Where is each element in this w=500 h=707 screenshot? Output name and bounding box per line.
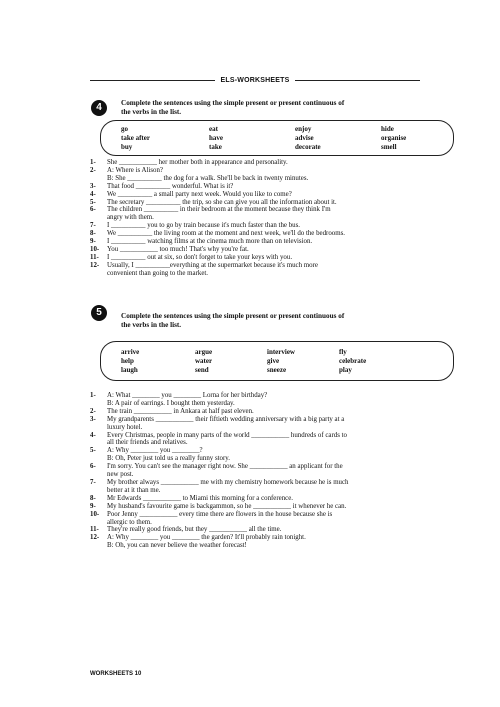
word-option: eat bbox=[209, 125, 218, 133]
sentence-text: You ___________ too much! That's why you're fat. bbox=[107, 245, 249, 253]
sentence-text: B: A pair of earrings. I bought them yesterday. bbox=[107, 399, 235, 407]
sentence-item bbox=[90, 447, 445, 455]
sentence-text: The secretary __________ the trip, so she can give you all the information about it. bbox=[107, 198, 337, 206]
sentence-text: That food __________ wonderful. What is it? bbox=[107, 182, 234, 190]
exercise-4-word-list bbox=[121, 125, 471, 152]
word-option: go bbox=[121, 125, 128, 133]
sentence-item bbox=[90, 439, 445, 447]
sentence-item bbox=[90, 542, 445, 550]
sentence-number bbox=[90, 487, 107, 495]
sentence-item bbox=[90, 479, 445, 487]
sentence-number bbox=[90, 439, 107, 447]
sentence-text: The children __________ in their bedroom at the moment because they think I'm bbox=[107, 206, 331, 214]
sentence-number bbox=[90, 270, 107, 278]
sentence-text: She ___________ her mother both in appearance and personality. bbox=[107, 159, 288, 166]
sentence-number: 3- bbox=[90, 182, 96, 190]
sentence-number: 6- bbox=[90, 206, 96, 214]
word-option: fly bbox=[339, 348, 347, 356]
exercise-5-word-list bbox=[121, 348, 409, 375]
sentence-item bbox=[90, 495, 445, 503]
exercise-4-number: 4 bbox=[91, 100, 107, 116]
sentence-text: B: Oh, Peter just told us a really funny story. bbox=[107, 455, 230, 463]
sentence-number bbox=[90, 519, 107, 527]
sentence-text: My brother always ___________ me with my chemistry homework because he is much bbox=[107, 478, 349, 486]
sentence-item bbox=[90, 206, 445, 214]
word-option: arrive bbox=[121, 348, 140, 356]
sentence-text: allergic to them. bbox=[107, 518, 152, 526]
sentence-item bbox=[90, 392, 445, 400]
word-option: sneeze bbox=[267, 366, 287, 374]
sentence-number: 12- bbox=[90, 534, 100, 542]
exercise-5-instruction-line-1: Complete the sentences using the simple present or present continuous of bbox=[121, 312, 345, 320]
sentence-item bbox=[90, 519, 445, 527]
sentence-item bbox=[90, 463, 445, 471]
sentence-text: B: Oh, you can never believe the weather forecast! bbox=[107, 542, 247, 550]
sentence-item bbox=[90, 503, 445, 511]
sentence-number: 2- bbox=[90, 407, 96, 415]
exercise-4-instruction-line-1: Complete the sentences using the simple present or present continuous of bbox=[121, 99, 345, 107]
sentence-text: A: Where is Alison? bbox=[107, 166, 163, 174]
sentence-item bbox=[90, 159, 445, 167]
sentence-number: 3- bbox=[90, 415, 96, 423]
exercise-5-instructions bbox=[121, 312, 421, 330]
exercise-5-instruction-line-2: the verbs in the list. bbox=[121, 321, 182, 329]
exercise-4-instruction-line-2: the verbs in the list. bbox=[121, 108, 182, 116]
sentence-item bbox=[90, 262, 445, 270]
sentence-item bbox=[90, 230, 445, 238]
sentence-number: 7- bbox=[90, 478, 96, 486]
sentence-number: 9- bbox=[90, 238, 96, 246]
sentence-number bbox=[90, 214, 107, 222]
exercise-4-instructions bbox=[121, 99, 421, 117]
sentence-number: 2- bbox=[90, 166, 96, 174]
exercise-5-sentences bbox=[90, 392, 445, 550]
page-footer: WORKSHEETS 10 bbox=[90, 671, 142, 677]
sentence-item bbox=[90, 487, 445, 495]
exercise-5-number: 5 bbox=[91, 305, 107, 321]
sentence-text: all their friends and relatives. bbox=[107, 439, 188, 447]
sentence-number: 5- bbox=[90, 198, 96, 206]
sentence-number: 8- bbox=[90, 494, 96, 502]
word-option: advise bbox=[295, 134, 314, 142]
sentence-number: 4- bbox=[90, 431, 96, 439]
sentence-number: 11- bbox=[90, 526, 99, 534]
word-option: help bbox=[121, 357, 134, 365]
sentence-number: 1- bbox=[90, 392, 96, 399]
sentence-text: My grandparents ___________ their fiftieth wedding anniversary with a big party at a bbox=[107, 415, 345, 423]
sentence-item bbox=[90, 254, 445, 262]
sentence-text: My husband's favourite game is backgammon, so he ___________ it whenever he can. bbox=[107, 502, 347, 510]
header-rule-right bbox=[295, 80, 420, 81]
word-option: have bbox=[209, 134, 223, 142]
word-option: send bbox=[195, 366, 209, 374]
page-header bbox=[90, 77, 420, 84]
word-option: enjoy bbox=[295, 125, 312, 133]
sentence-number bbox=[90, 400, 107, 408]
sentence-item bbox=[90, 270, 445, 278]
header-rule-left bbox=[90, 80, 215, 81]
sentence-item bbox=[90, 408, 445, 416]
sentence-text: The train ___________ in Ankara at half past eleven. bbox=[107, 407, 254, 415]
sentence-item bbox=[90, 238, 445, 246]
word-option: celebrate bbox=[339, 357, 367, 365]
sentence-item bbox=[90, 183, 445, 191]
sentence-text: convenient than going to the market. bbox=[107, 269, 209, 277]
sentence-text: B: She __________ the dog for a walk. She'll be back in twenty minutes. bbox=[107, 174, 309, 182]
sentence-item bbox=[90, 167, 445, 175]
exercise-4-sentences bbox=[90, 159, 445, 278]
sentence-text: We __________ the living room at the moment and next week, we'll do the bedrooms. bbox=[107, 230, 345, 238]
sentence-number: 6- bbox=[90, 463, 96, 471]
sentence-text: new post. bbox=[107, 471, 134, 479]
word-option: buy bbox=[121, 143, 133, 151]
sentence-number: 1- bbox=[90, 159, 96, 166]
sentence-item bbox=[90, 191, 445, 199]
sentence-text: A: What ________ you ________ Lorna for her birthday? bbox=[107, 392, 268, 399]
word-option: laugh bbox=[121, 366, 138, 374]
sentence-text: Usually, I __________everything at the supermarket because it's much more bbox=[107, 261, 318, 269]
word-option: organise bbox=[381, 134, 407, 142]
word-option: take bbox=[209, 143, 222, 151]
sentence-item bbox=[90, 432, 445, 440]
sentence-text: better at it than me. bbox=[107, 486, 161, 494]
word-option: give bbox=[267, 357, 280, 365]
sentence-item bbox=[90, 222, 445, 230]
sentence-item bbox=[90, 511, 445, 519]
sentence-text: I'm sorry. You can't see the manager right now. She ___________ an applicant for the bbox=[107, 463, 343, 471]
sentence-number: 5- bbox=[90, 447, 96, 455]
sentence-number: 9- bbox=[90, 502, 96, 510]
sentence-number: 8- bbox=[90, 230, 96, 238]
sentence-text: A: Why ________ you ________? bbox=[107, 447, 203, 455]
sentence-number: 10- bbox=[90, 510, 100, 518]
word-option: play bbox=[339, 366, 352, 374]
word-option: interview bbox=[267, 348, 295, 356]
sentence-item bbox=[90, 534, 445, 542]
sentence-number: 11- bbox=[90, 253, 99, 261]
word-option: smell bbox=[381, 143, 397, 151]
sentence-text: I __________ watching films at the cinema much more than on television. bbox=[107, 238, 313, 246]
sentence-item bbox=[90, 455, 445, 463]
sentence-number bbox=[90, 542, 107, 550]
sentence-number: 7- bbox=[90, 222, 96, 230]
word-option: decorate bbox=[295, 143, 321, 151]
sentence-item bbox=[90, 246, 445, 254]
sentence-text: Every Christmas, people in many parts of the world ___________ hundreds of cards to bbox=[107, 431, 347, 439]
sentence-item bbox=[90, 214, 445, 222]
sentence-item bbox=[90, 424, 445, 432]
sentence-number bbox=[90, 471, 107, 479]
sentence-text: Poor Jenny ___________ every time there are flowers in the house because she is bbox=[107, 510, 333, 518]
sentence-number bbox=[90, 424, 107, 432]
sentence-text: They're really good friends, but they ___________ all the time. bbox=[107, 526, 282, 534]
sentence-number bbox=[90, 455, 107, 463]
word-option: hide bbox=[381, 125, 394, 133]
sentence-item bbox=[90, 175, 445, 183]
sentence-number: 12- bbox=[90, 261, 100, 269]
sentence-text: Mr Edwards ___________ to Miami this morning for a conference. bbox=[107, 494, 294, 502]
sentence-item bbox=[90, 416, 445, 424]
word-option: water bbox=[195, 357, 213, 365]
sentence-text: I __________ you to go by train because it's much faster than the bus. bbox=[107, 222, 300, 230]
sentence-number: 10- bbox=[90, 245, 100, 253]
sentence-number bbox=[90, 175, 107, 183]
sentence-text: I __________ out at six, so don't forget to take your keys with you. bbox=[107, 253, 293, 261]
sentence-text: We __________ a small party next week. Would you like to come? bbox=[107, 190, 292, 198]
sentence-text: luxury hotel. bbox=[107, 423, 143, 431]
sentence-item bbox=[90, 400, 445, 408]
header-title: ELS-WORKSHEETS bbox=[220, 77, 290, 84]
sentence-text: A: Why ________ you ________ the garden? It'll probably rain tonight. bbox=[107, 534, 306, 542]
sentence-item bbox=[90, 526, 445, 534]
word-option: take after bbox=[121, 134, 150, 142]
sentence-number: 4- bbox=[90, 190, 96, 198]
sentence-text: angry with them. bbox=[107, 214, 154, 222]
sentence-item bbox=[90, 199, 445, 207]
word-option: argue bbox=[195, 348, 213, 356]
sentence-item bbox=[90, 471, 445, 479]
